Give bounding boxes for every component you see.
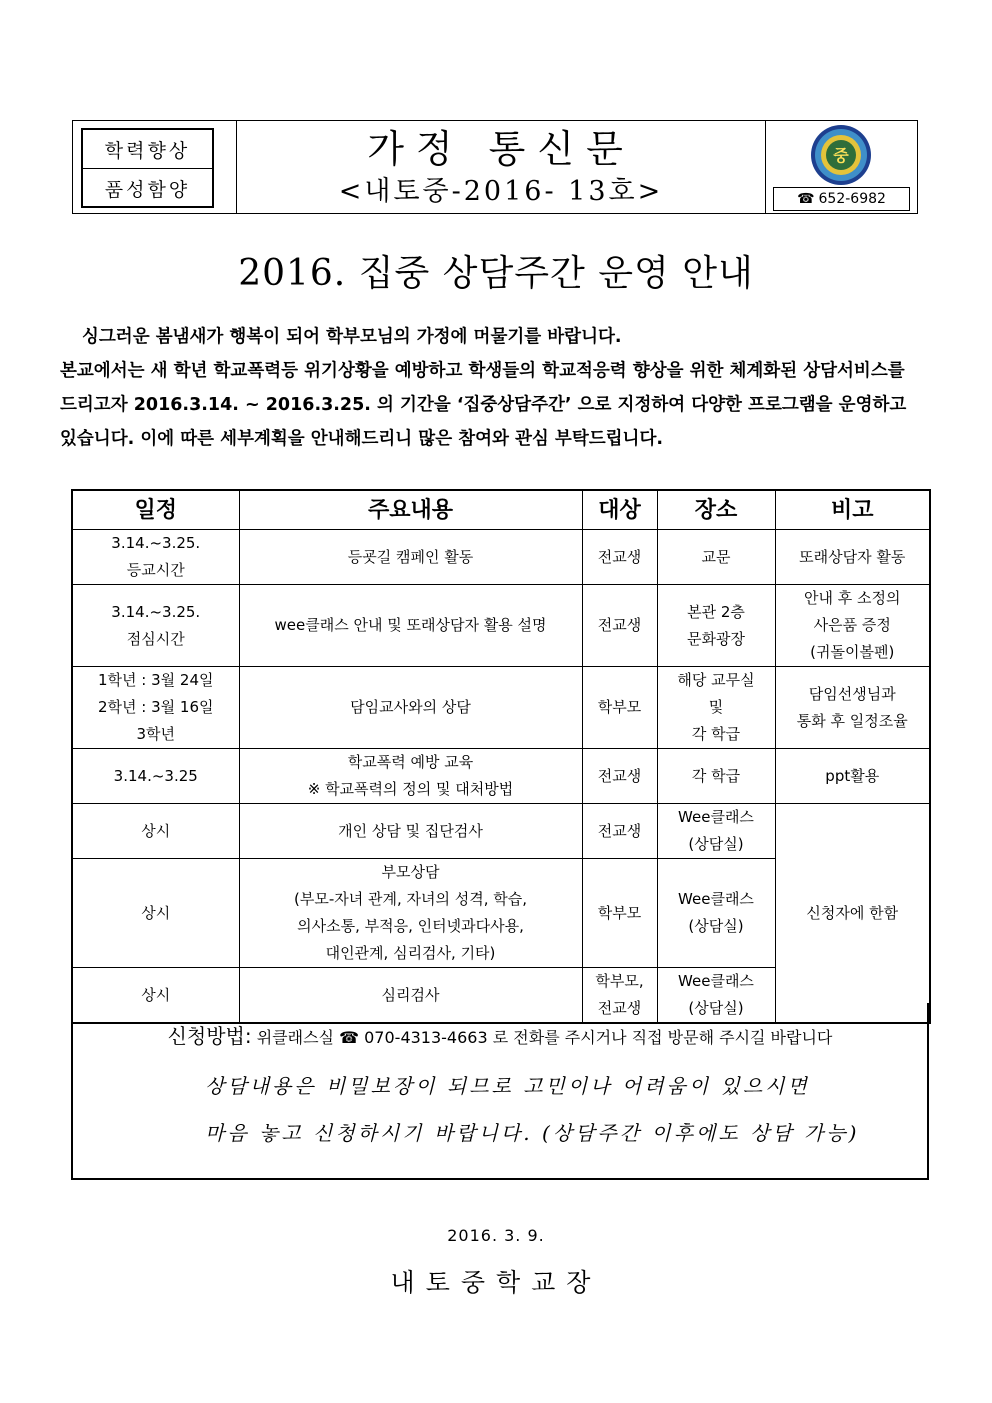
content-cell: 학교폭력 예방 교육 ※ 학교폭력의 정의 및 대처방법 — [239, 749, 582, 804]
intro-text — [60, 320, 922, 456]
header-place: 장소 — [657, 490, 775, 530]
school-phone — [773, 187, 910, 211]
header-target: 대상 — [582, 490, 657, 530]
header-note: 비고 — [775, 490, 930, 530]
content-cell: wee클래스 안내 및 또래상담자 활용 설명 — [239, 585, 582, 667]
school-phone-number: 652-6982 — [818, 191, 886, 207]
target-cell: 전교생 — [582, 749, 657, 804]
page-title: 2016. 집중 상담주간 운영 안내 — [238, 253, 754, 294]
note-cell: 또래상담자 활동 — [775, 530, 930, 585]
schedule-cell: 상시 — [72, 804, 239, 859]
content-cell: 심리검사 — [239, 968, 582, 1024]
target-cell: 학부모 — [582, 667, 657, 749]
svg-text:중: 중 — [833, 146, 849, 165]
principal-signature: 내토중학교장 — [390, 1268, 602, 1297]
content-cell: 담임교사와의 상담 — [239, 667, 582, 749]
content-cell: 부모상담 (부모-자녀 관계, 자녀의 성격, 학습, 의사소통, 부적응, 인터넷과다사용, 대인관계, 심리검사, 기타) — [239, 859, 582, 968]
schedule-cell: 상시 — [72, 859, 239, 968]
newsletter-heading — [236, 120, 766, 214]
place-cell: 교문 — [657, 530, 775, 585]
application-place: 위클래스실 — [256, 1028, 334, 1047]
motto-2: 품성함양 — [83, 168, 212, 207]
target-cell: 전교생 — [582, 804, 657, 859]
table-row — [72, 749, 930, 804]
application-method — [71, 1020, 929, 1049]
target-cell: 전교생 — [582, 585, 657, 667]
table-row — [72, 585, 930, 667]
place-cell: Wee클래스 (상담실) — [657, 859, 775, 968]
target-cell: 전교생 — [582, 530, 657, 585]
schedule-cell: 상시 — [72, 968, 239, 1024]
schedule-cell: 1학년 : 3월 24일 2학년 : 3월 16일 3학년 — [72, 667, 239, 749]
issue-number: <내토중-2016- 13호> — [338, 176, 664, 207]
phone-icon: ☎ — [339, 1028, 360, 1047]
newsletter-title: 가정 통신문 — [367, 127, 635, 171]
schedule-cell: 3.14.~3.25. 점심시간 — [72, 585, 239, 667]
confidentiality-note-1: 상담내용은 비밀보장이 되므로 고민이나 어려움이 있으시면 — [205, 1074, 810, 1098]
intro-line-1: 싱그러운 봄냄새가 행복이 되어 학부모님의 가정에 머물기를 바랍니다. — [82, 327, 622, 347]
confidentiality-note-2: 마음 놓고 신청하시기 바랍니다. (상담주간 이후에도 상담 가능) — [205, 1121, 860, 1145]
content-cell: 등굣길 캠페인 활동 — [239, 530, 582, 585]
issue-date: 2016. 3. 9. — [447, 1226, 545, 1245]
merged-note-cell: 신청자에 한함 — [775, 804, 930, 1024]
target-cell: 학부모 — [582, 859, 657, 968]
schedule-table — [71, 489, 931, 1024]
target-cell: 학부모, 전교생 — [582, 968, 657, 1024]
schedule-cell: 3.14.~3.25. 등교시간 — [72, 530, 239, 585]
intro-line-2: 본교에서는 새 학년 학교폭력등 위기상황을 예방하고 학생들의 학교적응력 향상을 위한 체계화된 상담서비스를 드리고자 2016.3.14. ~ 2016.3.25. 의 기간을 ‘집중상담주간’ 으로 지정하여 다양한 프로그램을 운영하고 있습니다. 이에 따른 세부계획을 안내해드리니 많은 참여와 관심 부탁드립니다. — [60, 361, 907, 449]
place-cell: Wee클래스 (상담실) — [657, 804, 775, 859]
table-header-row — [72, 490, 930, 530]
table-row — [72, 804, 930, 859]
motto-1: 학력향상 — [104, 139, 191, 162]
schedule-cell: 3.14.~3.25 — [72, 749, 239, 804]
header-schedule: 일정 — [72, 490, 239, 530]
application-phone: 070-4313-4663 — [364, 1028, 488, 1047]
table-row — [72, 530, 930, 585]
motto-box — [81, 128, 214, 208]
content-cell: 개인 상담 및 집단검사 — [239, 804, 582, 859]
note-cell: 안내 후 소정의 사은품 증정 (귀돌이볼펜) — [775, 585, 930, 667]
header-content: 주요내용 — [239, 490, 582, 530]
place-cell: 본관 2층 문화광장 — [657, 585, 775, 667]
note-cell: ppt활용 — [775, 749, 930, 804]
school-emblem-icon — [810, 124, 872, 186]
phone-icon: ☎ — [797, 191, 815, 207]
place-cell: Wee클래스 (상담실) — [657, 968, 775, 1024]
application-label: 신청방법: — [167, 1024, 252, 1048]
table-row — [72, 667, 930, 749]
place-cell: 각 학급 — [657, 749, 775, 804]
place-cell: 해당 교무실 및 각 학급 — [657, 667, 775, 749]
application-instruction: 로 전화를 주시거나 직접 방문해 주시길 바랍니다 — [492, 1028, 833, 1047]
note-cell: 담임선생님과 통화 후 일정조율 — [775, 667, 930, 749]
